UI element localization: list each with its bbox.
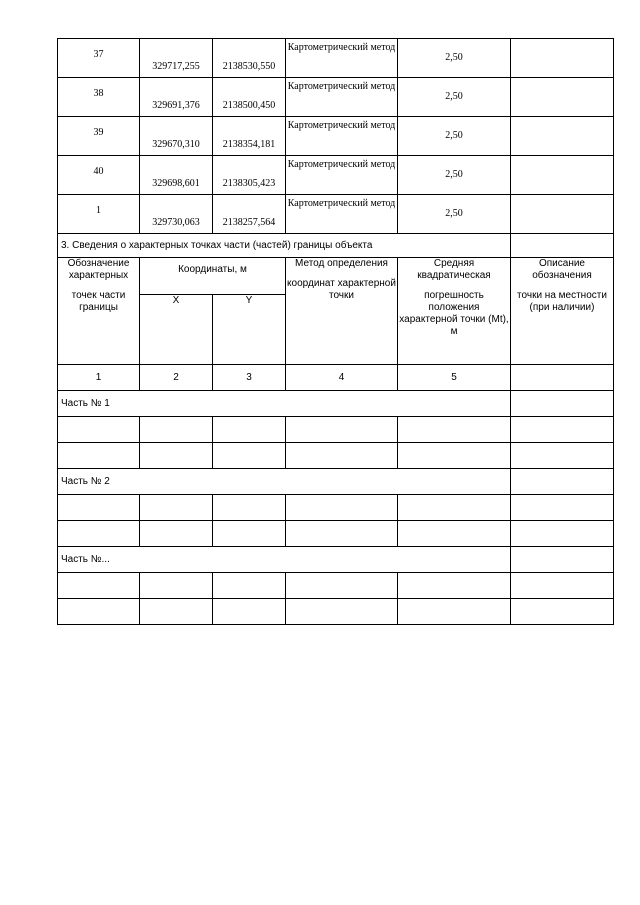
column-number: 1 <box>58 365 140 391</box>
header-y: Y <box>213 295 286 365</box>
point-error: 2,50 <box>398 78 511 117</box>
point-x: 329670,310 <box>140 117 213 156</box>
header-point-designation-bottom: точек части границы <box>71 290 126 313</box>
part-label: Часть № 1 <box>58 391 511 417</box>
point-x: 329717,255 <box>140 39 213 78</box>
point-description <box>511 78 614 117</box>
section-title-row <box>58 234 614 258</box>
table-row <box>58 78 614 117</box>
point-error: 2,50 <box>398 117 511 156</box>
point-method: Картометрический метод <box>286 195 398 234</box>
header-method-top: Метод определения <box>295 258 388 269</box>
header-point-designation <box>58 258 140 365</box>
column-numbers-row <box>58 365 614 391</box>
point-error: 2,50 <box>398 39 511 78</box>
point-number: 38 <box>58 78 140 117</box>
point-y: 2138305,423 <box>213 156 286 195</box>
point-method: Картометрический метод <box>286 78 398 117</box>
point-y: 2138354,181 <box>213 117 286 156</box>
header-coordinates: Координаты, м <box>140 258 286 295</box>
table-row <box>58 573 614 599</box>
point-x: 329691,376 <box>140 78 213 117</box>
part-label: Часть № 2 <box>58 469 511 495</box>
header-error-bottom: погрешность положения характерной точки (Mt), м <box>399 290 509 337</box>
part-row <box>58 469 614 495</box>
header-error <box>398 258 511 365</box>
header-description-bottom: точки на местности (при наличии) <box>517 290 607 313</box>
header-error-top: Средняя квадратическая <box>417 258 491 281</box>
boundary-points-table <box>57 38 614 625</box>
table-row <box>58 495 614 521</box>
point-number: 40 <box>58 156 140 195</box>
point-number: 37 <box>58 39 140 78</box>
point-x: 329730,063 <box>140 195 213 234</box>
header-method-bottom: координат характерной точки <box>287 278 396 301</box>
table-row <box>58 599 614 625</box>
part-row <box>58 547 614 573</box>
column-number: 2 <box>140 365 213 391</box>
column-number: 4 <box>286 365 398 391</box>
point-method: Картометрический метод <box>286 156 398 195</box>
part-row <box>58 391 614 417</box>
point-method: Картометрический метод <box>286 117 398 156</box>
header-x: X <box>140 295 213 365</box>
point-description <box>511 195 614 234</box>
table-row <box>58 39 614 78</box>
header-point-designation-top: Обозначение характерных <box>67 258 130 281</box>
section-3-title: 3. Сведения о характерных точках части (частей) границы объекта <box>58 234 511 258</box>
table-row <box>58 521 614 547</box>
table-row <box>58 156 614 195</box>
table-row <box>58 417 614 443</box>
point-description <box>511 156 614 195</box>
point-y: 2138530,550 <box>213 39 286 78</box>
point-y: 2138500,450 <box>213 78 286 117</box>
column-number: 3 <box>213 365 286 391</box>
part-label: Часть №... <box>58 547 511 573</box>
column-number: 5 <box>398 365 511 391</box>
column-number <box>511 365 614 391</box>
table-row <box>58 443 614 469</box>
header-row <box>58 258 614 295</box>
header-method <box>286 258 398 365</box>
point-x: 329698,601 <box>140 156 213 195</box>
table-row <box>58 195 614 234</box>
point-number: 39 <box>58 117 140 156</box>
point-description <box>511 117 614 156</box>
point-method: Картометрический метод <box>286 39 398 78</box>
table-row <box>58 117 614 156</box>
point-number: 1 <box>58 195 140 234</box>
header-description <box>511 258 614 365</box>
point-error: 2,50 <box>398 156 511 195</box>
point-error: 2,50 <box>398 195 511 234</box>
header-description-top: Описание обозначения <box>532 258 592 281</box>
point-y: 2138257,564 <box>213 195 286 234</box>
point-description <box>511 39 614 78</box>
